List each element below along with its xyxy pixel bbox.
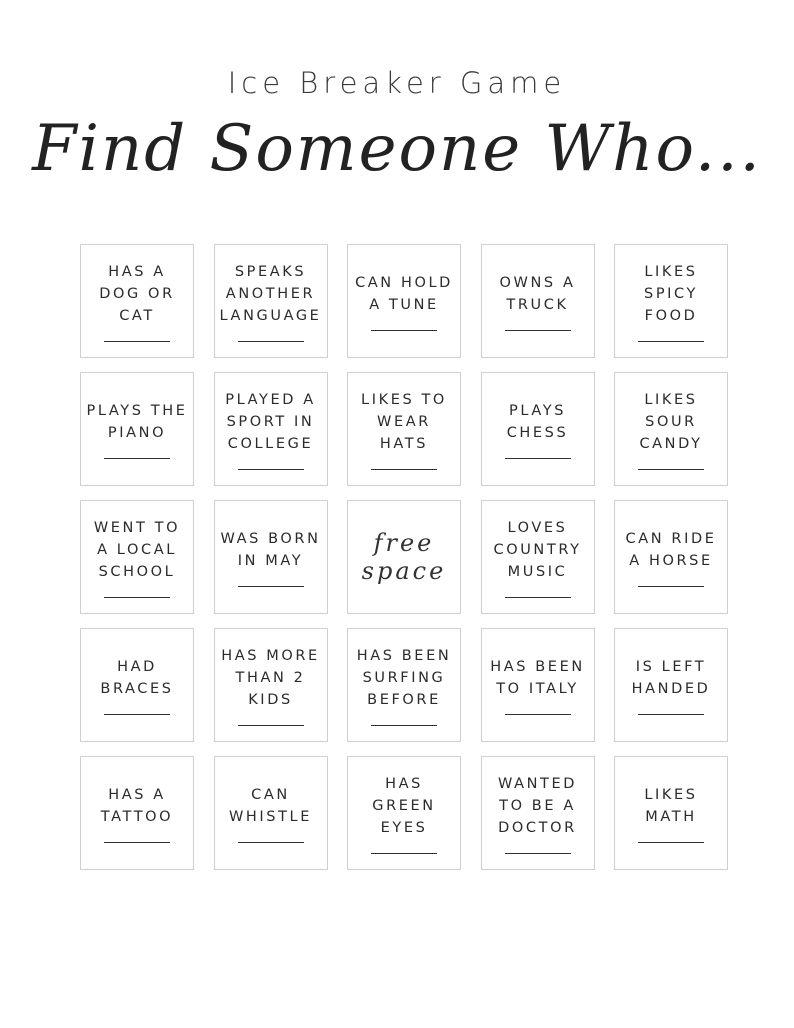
cell-text: CAN RIDE A HORSE bbox=[625, 530, 717, 569]
cell-text: HAS A TATTOO bbox=[100, 786, 174, 825]
cell-text: IS LEFT HANDED bbox=[631, 658, 711, 697]
cell-text: PLAYS CHESS bbox=[506, 402, 569, 441]
answer-line bbox=[505, 714, 571, 715]
answer-line bbox=[505, 330, 571, 331]
cell-text: LOVES COUNTRY MUSIC bbox=[493, 519, 582, 580]
page-title: Find Someone Who... bbox=[32, 112, 762, 186]
answer-line bbox=[238, 586, 304, 587]
bingo-cell bbox=[614, 756, 728, 870]
bingo-cell bbox=[481, 500, 595, 614]
bingo-cell bbox=[80, 628, 194, 742]
cell-text: HAS BEEN TO ITALY bbox=[490, 658, 585, 697]
answer-line bbox=[371, 469, 437, 470]
bingo-cell bbox=[481, 372, 595, 486]
answer-line bbox=[104, 458, 170, 459]
bingo-cell bbox=[481, 628, 595, 742]
answer-line bbox=[104, 842, 170, 843]
cell-text: HAS A DOG OR CAT bbox=[99, 263, 175, 324]
answer-line bbox=[638, 842, 704, 843]
cell-text: SPEAKS ANOTHER LANGUAGE bbox=[219, 263, 322, 324]
cell-text: WANTED TO BE A DOCTOR bbox=[497, 775, 578, 836]
cell-text: PLAYED A SPORT IN COLLEGE bbox=[225, 391, 316, 452]
cell-text: LIKES SOUR CANDY bbox=[639, 391, 703, 452]
cell-text: CAN WHISTLE bbox=[228, 786, 313, 825]
bingo-cell bbox=[214, 372, 328, 486]
answer-line bbox=[371, 330, 437, 331]
bingo-cell bbox=[80, 244, 194, 358]
cell-text: LIKES TO WEAR HATS bbox=[361, 391, 447, 452]
answer-line bbox=[238, 725, 304, 726]
bingo-cell bbox=[614, 372, 728, 486]
cell-text: HAS MORE THAN 2 KIDS bbox=[221, 647, 320, 708]
cell-text: OWNS A TRUCK bbox=[499, 274, 576, 313]
cell-text: PLAYS THE PIANO bbox=[86, 402, 188, 441]
bingo-cell bbox=[80, 372, 194, 486]
bingo-cell bbox=[80, 756, 194, 870]
cell-text: LIKES SPICY FOOD bbox=[644, 263, 698, 324]
bingo-cell bbox=[614, 500, 728, 614]
cell-text: WAS BORN IN MAY bbox=[220, 530, 321, 569]
bingo-cell bbox=[80, 500, 194, 614]
cell-text: LIKES MATH bbox=[644, 786, 698, 825]
subtitle: Ice Breaker Game bbox=[227, 66, 567, 100]
bingo-cell bbox=[347, 756, 461, 870]
cell-text: HAD BRACES bbox=[100, 658, 174, 697]
free-space-text: free space bbox=[361, 529, 447, 585]
answer-line bbox=[104, 597, 170, 598]
answer-line bbox=[505, 853, 571, 854]
answer-line bbox=[238, 341, 304, 342]
answer-line bbox=[505, 458, 571, 459]
answer-line bbox=[371, 853, 437, 854]
cell-text: WENT TO A LOCAL SCHOOL bbox=[93, 519, 181, 580]
bingo-cell bbox=[347, 372, 461, 486]
bingo-cell bbox=[214, 756, 328, 870]
answer-line bbox=[104, 714, 170, 715]
bingo-cell bbox=[614, 244, 728, 358]
answer-line bbox=[104, 341, 170, 342]
answer-line bbox=[638, 341, 704, 342]
bingo-cell bbox=[481, 756, 595, 870]
bingo-cell bbox=[214, 244, 328, 358]
answer-line bbox=[238, 469, 304, 470]
cell-text: HAS BEEN SURFING BEFORE bbox=[356, 647, 452, 708]
answer-line bbox=[238, 842, 304, 843]
cell-text: HAS GREEN EYES bbox=[372, 775, 436, 836]
bingo-cell bbox=[347, 244, 461, 358]
bingo-cell bbox=[614, 628, 728, 742]
free-space-cell bbox=[347, 500, 461, 614]
answer-line bbox=[505, 597, 571, 598]
answer-line bbox=[638, 586, 704, 587]
bingo-cell bbox=[347, 628, 461, 742]
cell-text: CAN HOLD A TUNE bbox=[355, 274, 453, 313]
bingo-cell bbox=[214, 500, 328, 614]
answer-line bbox=[638, 469, 704, 470]
bingo-cell bbox=[481, 244, 595, 358]
answer-line bbox=[638, 714, 704, 715]
bingo-grid bbox=[80, 244, 728, 870]
answer-line bbox=[371, 725, 437, 726]
bingo-cell bbox=[214, 628, 328, 742]
